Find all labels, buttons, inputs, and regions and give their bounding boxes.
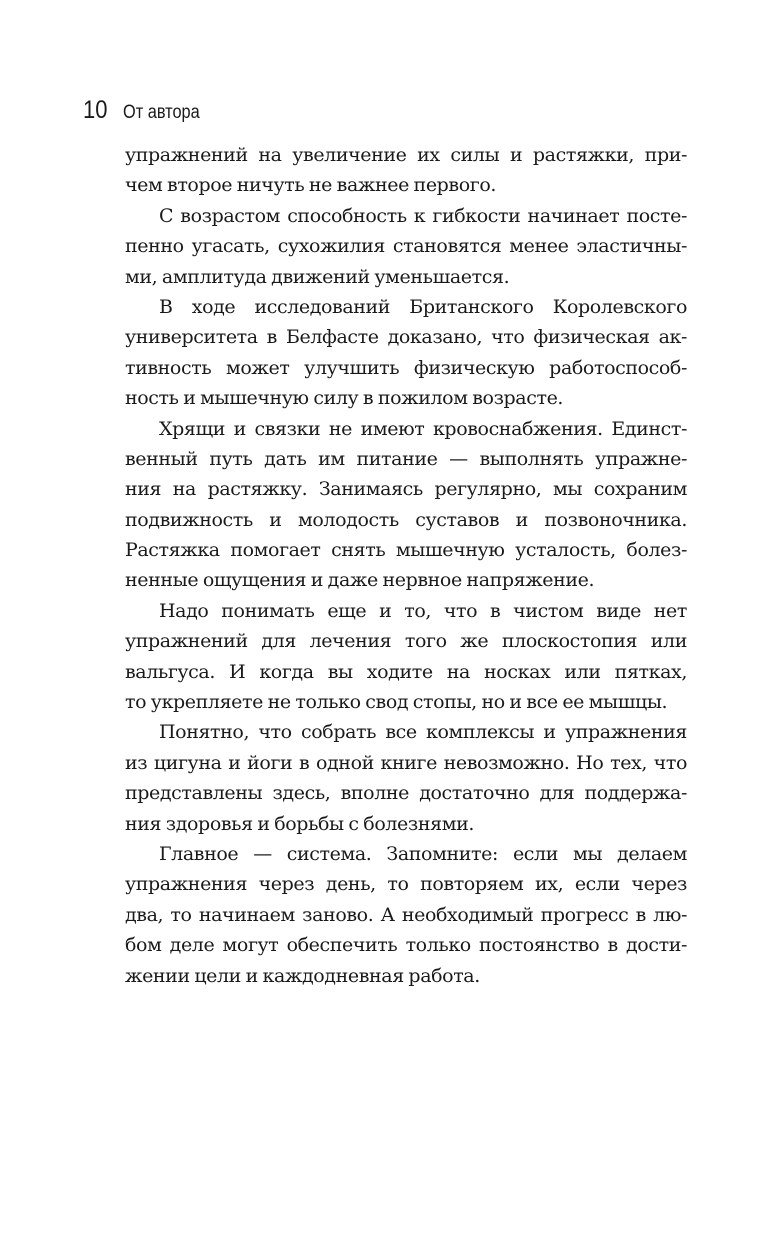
text-line: вальгуса. И когда вы ходите на носках или пятках, [125,660,687,683]
text-line: пенно угасать, сухожилия становятся менее эластичны- [125,235,687,258]
text-line: ность и мышечную силу в пожилом возрасте. [125,387,564,410]
paragraph-4 [125,414,687,596]
text-line: тивность может улучшить физическую работоспособ- [125,356,687,379]
text-line: упражнений для лечения того же плоскостопия или [125,630,687,653]
paragraph-5 [125,596,687,718]
text-line: ми, амплитуда движений уменьшается. [125,265,510,288]
text-line: Растяжка помогает снять мышечную усталость, болез- [125,539,687,562]
text-line: С возрастом способность к гибкости начинает посте- [159,204,687,227]
paragraph-2 [125,201,687,292]
text-line: из цигуна и йоги в одной книге невозможно. Но тех, что [125,751,687,774]
body-text [125,140,687,991]
text-line: Хрящи и связки не имеют кровоснабжения. Единст- [159,417,687,440]
text-line: Понятно, что собрать все комплексы и упражнения [159,721,687,744]
text-line: два, то начинаем заново. А необходимый прогресс в лю- [125,903,687,926]
paragraph-3 [125,292,687,414]
text-line: Главное — система. Запомните: если мы делаем [159,842,687,865]
text-line: подвижность и молодость суставов и позвоночника. [125,508,687,531]
text-line: В ходе исследований Британского Королевского [159,295,687,318]
text-line: ненные ощущения и даже нервное напряжение. [125,569,595,592]
text-line: чем второе ничуть не важнее первого. [125,174,497,197]
text-line: ния здоровья и борьбы с болезнями. [125,812,474,835]
page-number: 10 [83,96,108,124]
text-line: то укрепляете не только свод стопы, но и все ее мышцы. [125,691,668,714]
text-line: упражнения через день, то повторяем их, если через [125,873,687,896]
text-line: бом деле могут обеспечить только постоянство в дости- [125,934,687,957]
text-line: венный путь дать им питание — выполнять упражне- [125,447,687,470]
paragraph-1 [125,140,687,201]
section-title: От автора [123,102,200,123]
text-line: представлены здесь, вполне достаточно для поддержа- [125,782,687,805]
text-line: жении цели и каждодневная работа. [125,964,480,987]
paragraph-6 [125,717,687,839]
paragraph-7 [125,839,687,991]
text-line: Надо понимать еще и то, что в чистом виде нет [159,599,687,622]
text-line: университета в Белфасте доказано, что физическая ак- [125,326,687,349]
running-head [83,96,212,128]
text-line: ния на растяжку. Занимаясь регулярно, мы сохраним [125,478,687,501]
text-line: упражнений на увеличение их силы и растяжки, при- [125,144,687,166]
